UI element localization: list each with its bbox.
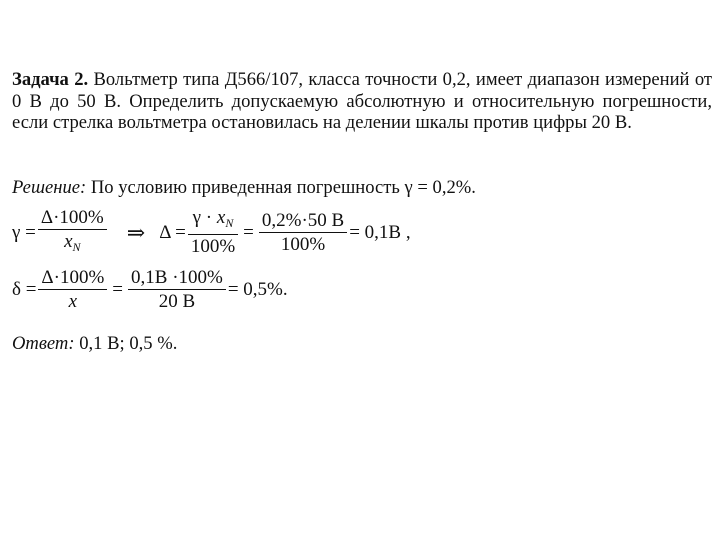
subscript-n: N [225, 216, 234, 230]
fraction-delta [188, 208, 238, 257]
delta-small-lhs: δ = [12, 279, 37, 300]
fraction-numerator: 0,1B ·100% [131, 267, 223, 288]
task-paragraph [12, 69, 712, 134]
task-label: Задача 2. [12, 69, 89, 90]
given-value: γ = 0,2%. [404, 177, 476, 198]
task-text: Вольтметр типа Д566/107, класса точности 0,2, имеет диапазон измерений от 0 В до 50 В. Определить допускаемую абсолютную и относительную погрешности, если стрелка вольтметра остановилась на делении шкалы против цифры 20 В. [12, 69, 712, 134]
fraction-gamma [38, 208, 107, 257]
delta-lhs: Δ = [159, 221, 186, 243]
formula-absolute-error [12, 208, 411, 257]
fraction-denominator: 100% [280, 233, 326, 255]
gamma-times: γ · [192, 207, 217, 228]
solution-line [12, 177, 712, 199]
implies-arrow: ⇒ [126, 219, 146, 245]
solution-label: Решение: [12, 177, 87, 198]
var-x: x [216, 207, 226, 228]
fraction-denominator: 20 B [158, 291, 196, 312]
gamma-lhs: γ = [12, 221, 36, 243]
fraction-numerator: Δ·100% [40, 207, 104, 228]
formula-relative-error [12, 268, 288, 312]
fraction-numerator: Δ·100% [41, 267, 105, 288]
answer-label: Ответ: [12, 333, 75, 354]
fraction-relative [38, 268, 107, 312]
fraction-numerator: 0,2%·50 B [261, 209, 345, 231]
var-x: x [64, 231, 73, 252]
relative-error-result: = 0,5%. [227, 279, 288, 300]
fraction-denominator: x [68, 291, 78, 312]
fraction-numeric [259, 211, 347, 255]
equals-sign: = [112, 279, 124, 300]
answer-line [12, 333, 712, 355]
fraction-numeric [128, 268, 226, 312]
answer-text: 0,1 В; 0,5 %. [74, 333, 178, 354]
fraction-denominator [61, 230, 83, 257]
subscript-n: N [72, 240, 81, 254]
absolute-error-result: = 0,1B , [349, 221, 411, 243]
equals-sign: = [243, 221, 254, 243]
fraction-denominator: 100% [190, 236, 236, 257]
solution-text: По условию приведенная погрешность [86, 177, 405, 198]
fraction-numerator [190, 208, 237, 234]
